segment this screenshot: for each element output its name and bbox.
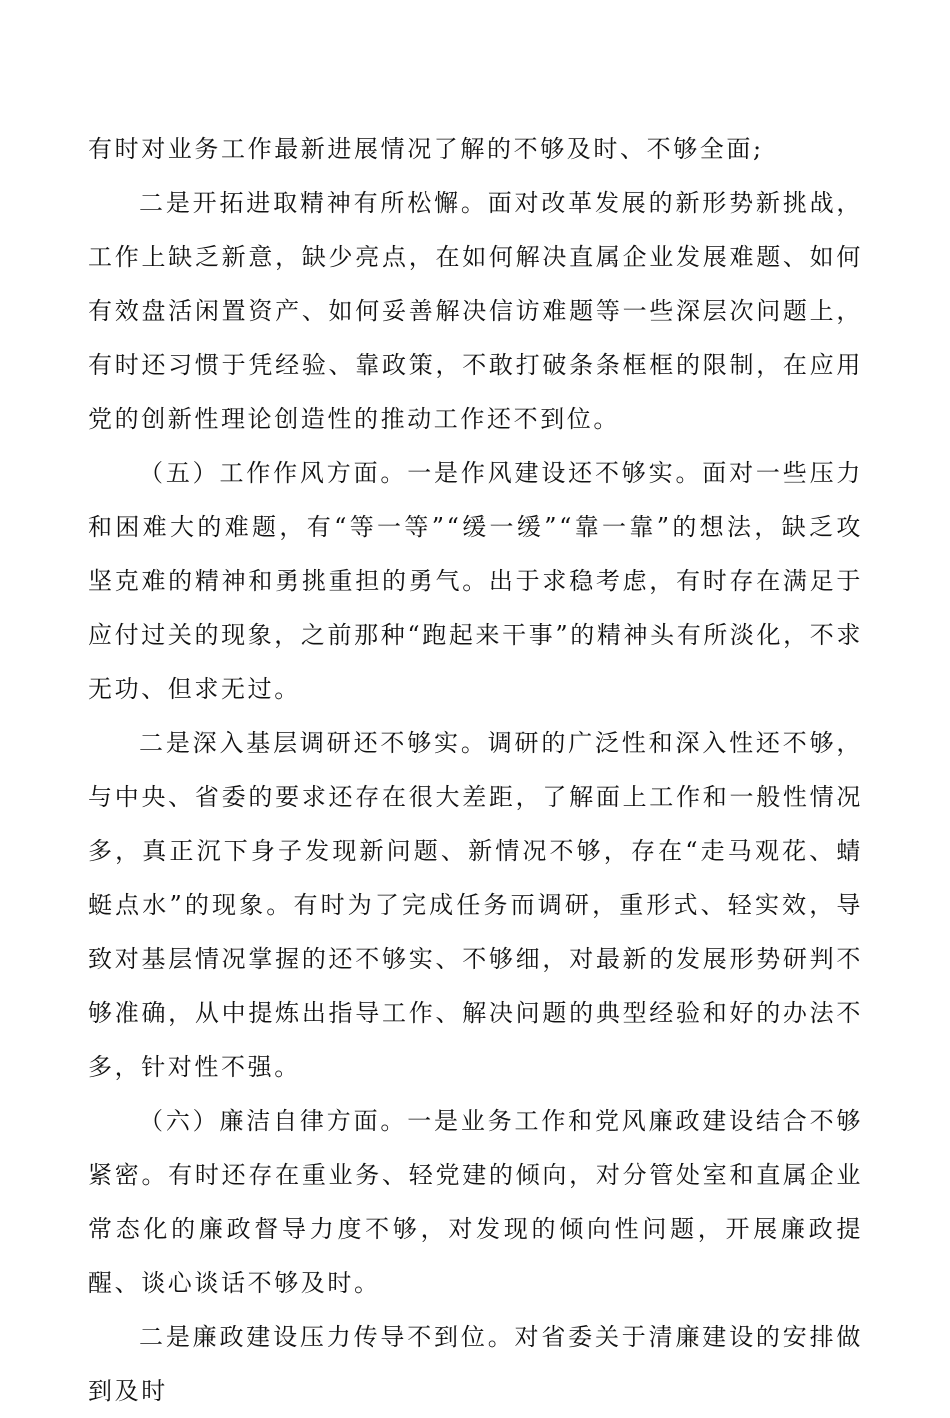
paragraph-innovation-spirit: 二是开拓进取精神有所松懈。面对改革发展的新形势新挑战，工作上缺乏新意，缺少亮点，在如何解决直属企业发展难题、如何有效盘活闲置资产、如何妥善解决信访难题等一些深层次问题上，有时还习惯于凭经验、靠政策，不敢打破条条框框的限制，在应用党的创新性理论创造性的推动工作还不到位。 [88,189,863,433]
paragraph-continuation: 有时对业务工作最新进展情况了解的不够及时、不够全面; [88,135,764,163]
paragraph-grassroots-research: 二是深入基层调研还不够实。调研的广泛性和深入性还不够，与中央、省委的要求还存在很大差距，了解面上工作和一般性情况多，真正沉下身子发现新问题、新情况不够，存在“走马观花、蜻蜓点水”的现象。有时为了完成任务而调研，重形式、轻实效，导致对基层情况掌握的还不够实、不够细，对最新的发展形势研判不够准确，从中提炼出指导工作、解决问题的典型经验和好的办法不多，针对性不强。 [88,729,863,1081]
paragraph-integrity-pressure: 二是廉政建设压力传导不到位。对省委关于清廉建设的安排做到及时 [88,1323,863,1405]
paragraph-work-style: （五）工作作风方面。一是作风建设还不够实。面对一些压力和困难大的难题，有“等一等”“缓一缓”“靠一靠”的想法，缺乏攻坚克难的精神和勇挑重担的勇气。出于求稳考虑，有时存在满足于应付过关的现象，之前那种“跑起来干事”的精神头有所淡化，不求无功、但求无过。 [88,459,863,703]
document-body [88,122,863,1418]
paragraph-integrity-self-discipline: （六）廉洁自律方面。一是业务工作和党风廉政建设结合不够紧密。有时还存在重业务、轻党建的倾向，对分管处室和直属企业常态化的廉政督导力度不够，对发现的倾向性问题，开展廉政提醒、谈心谈话不够及时。 [88,1107,863,1297]
